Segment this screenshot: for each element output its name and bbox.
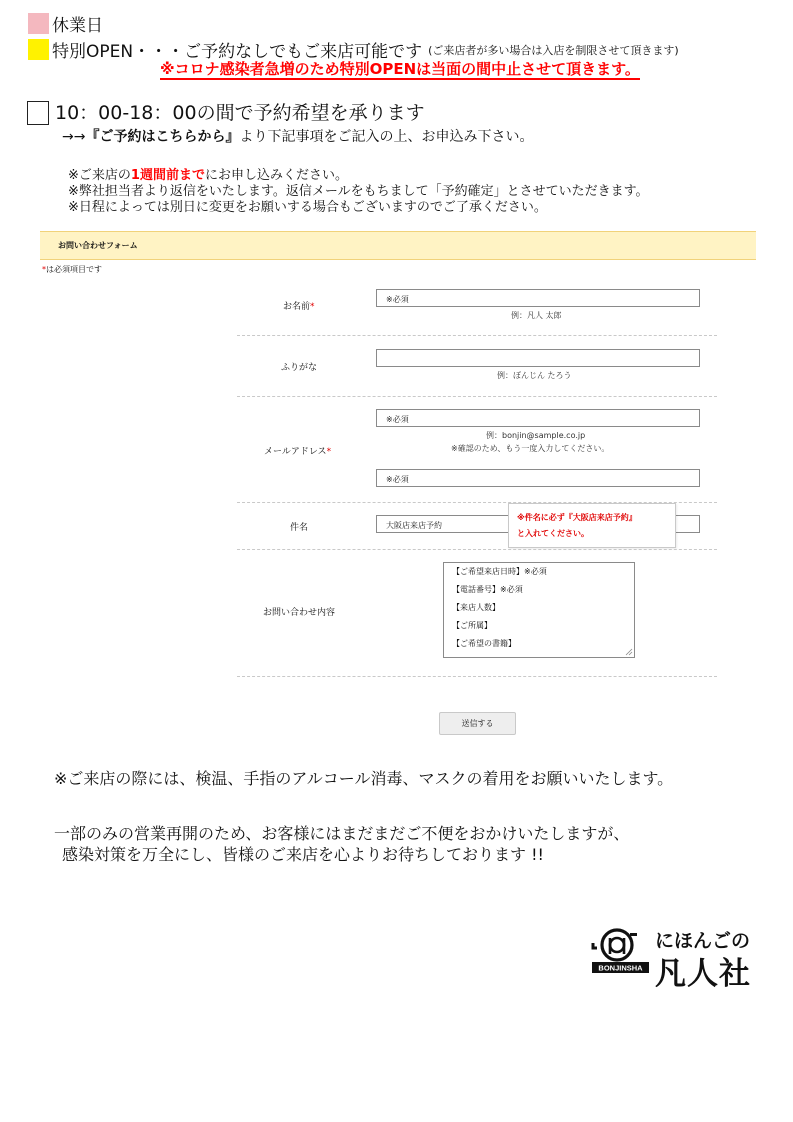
message-line: 【ご希望来店日時】※必須 <box>452 567 547 576</box>
required-star: * <box>310 302 315 312</box>
logo-tagline: にほんごの <box>655 930 751 952</box>
email-hint-example: 例：bonjin@sample.co.jp <box>486 431 586 440</box>
logo-mark-text: BONJINSHA <box>598 963 643 973</box>
name-placeholder: ※必須 <box>386 295 409 304</box>
required-note-text: は必須項目です <box>46 265 102 274</box>
divider <box>237 396 717 397</box>
arrow-icon: →→ <box>62 129 86 145</box>
required-note <box>42 264 102 275</box>
reservation-notes <box>68 168 649 216</box>
closing-line-1: 一部のみの営業再開のため、お客様にはまだまだご不便をおかけいたしますが、 <box>54 824 630 843</box>
form-title: お問い合わせフォーム <box>58 241 138 250</box>
message-line: 【ご所属】 <box>452 621 492 630</box>
required-note-star: * <box>42 265 46 274</box>
closed-day-swatch <box>28 13 49 34</box>
furigana-input[interactable] <box>376 349 700 367</box>
name-label-text: お名前 <box>283 302 311 312</box>
note-line-3: ※日程によっては別日に変更をお願いする場合もございますのでご了承ください。 <box>68 200 547 215</box>
divider <box>237 335 717 336</box>
email-input[interactable] <box>376 409 700 427</box>
message-line: 【来店人数】 <box>452 603 500 612</box>
email-label <box>264 444 331 457</box>
furigana-hint: 例：ぼんじん たろう <box>497 371 572 380</box>
furigana-label: ふりがな <box>281 363 318 373</box>
email-confirm-input[interactable] <box>376 469 700 487</box>
divider <box>237 676 717 677</box>
message-line: 【電話番号】※必須 <box>452 585 523 594</box>
covid-notice: ※コロナ感染者急増のため特別OPENは当面の間中止させて頂きます。 <box>160 60 640 78</box>
special-open-note: (ご来店者が多い場合は入店を制限させて頂きます) <box>428 43 679 57</box>
logo-name: 凡人社 <box>655 956 751 992</box>
name-input[interactable] <box>376 289 700 307</box>
legend-closed <box>28 11 103 36</box>
apply-instruction: より下記事項をご記入の上、お申込み下さい。 <box>239 129 534 145</box>
message-textarea[interactable] <box>443 562 635 658</box>
subject-value: 大阪店来店予約 <box>386 521 442 530</box>
reservation-hours: 10：00-18：00の間で予約希望を承ります <box>55 102 425 124</box>
precautions-text: ※ご来店の際には、検温、手指のアルコール消毒、マスクの着用をお願いいたします。 <box>54 769 674 788</box>
note-1-highlight: 1週間前まで <box>130 168 205 183</box>
apply-line <box>62 126 533 146</box>
name-hint: 例：凡人 太郎 <box>511 311 562 320</box>
message-label: お問い合わせ内容 <box>263 608 336 618</box>
email-label-text: メールアドレス <box>264 447 327 457</box>
tooltip-line-1: ※件名に必ず『大阪店来店予約』 <box>517 513 637 522</box>
reservation-checkbox-icon <box>27 101 49 125</box>
email-placeholder: ※必須 <box>386 415 409 424</box>
tooltip-line-2: と入れてください。 <box>517 529 589 538</box>
form-header <box>40 231 756 260</box>
divider <box>237 549 717 550</box>
note-line-1 <box>68 168 649 184</box>
subject-tooltip <box>508 503 676 548</box>
required-star: * <box>326 447 332 457</box>
submit-button[interactable]: 送信する <box>439 712 516 735</box>
email-hint-confirm: ※確認のため、もう一度入力してください。 <box>451 444 610 453</box>
email-confirm-placeholder: ※必須 <box>386 475 409 484</box>
closing-line-2: 感染対策を万全にし、皆様のご来店を心よりお待ちしております !! <box>62 845 544 864</box>
resize-grip-icon[interactable] <box>625 648 633 656</box>
special-open-swatch <box>28 39 49 60</box>
name-label <box>283 299 315 312</box>
bonjinsha-logo-icon <box>590 925 652 975</box>
subject-label: 件名 <box>290 523 309 533</box>
closed-day-label: 休業日 <box>52 16 103 36</box>
note-line-2: ※弊社担当者より返信をいたします。返信メールをもちまして「予約確定」とさせていただきます。 <box>68 184 649 199</box>
note-1-prefix: ※ご来店の <box>68 168 131 183</box>
special-open-label: 特別OPEN・・・ご予約なしでもご来店可能です <box>52 42 423 62</box>
message-line: 【ご希望の書籍】 <box>452 639 516 648</box>
reservation-link[interactable]: 『ご予約はこちらから』 <box>85 129 240 145</box>
note-1-suffix: にお申し込みください。 <box>204 168 348 183</box>
legend-special-open <box>28 37 679 62</box>
